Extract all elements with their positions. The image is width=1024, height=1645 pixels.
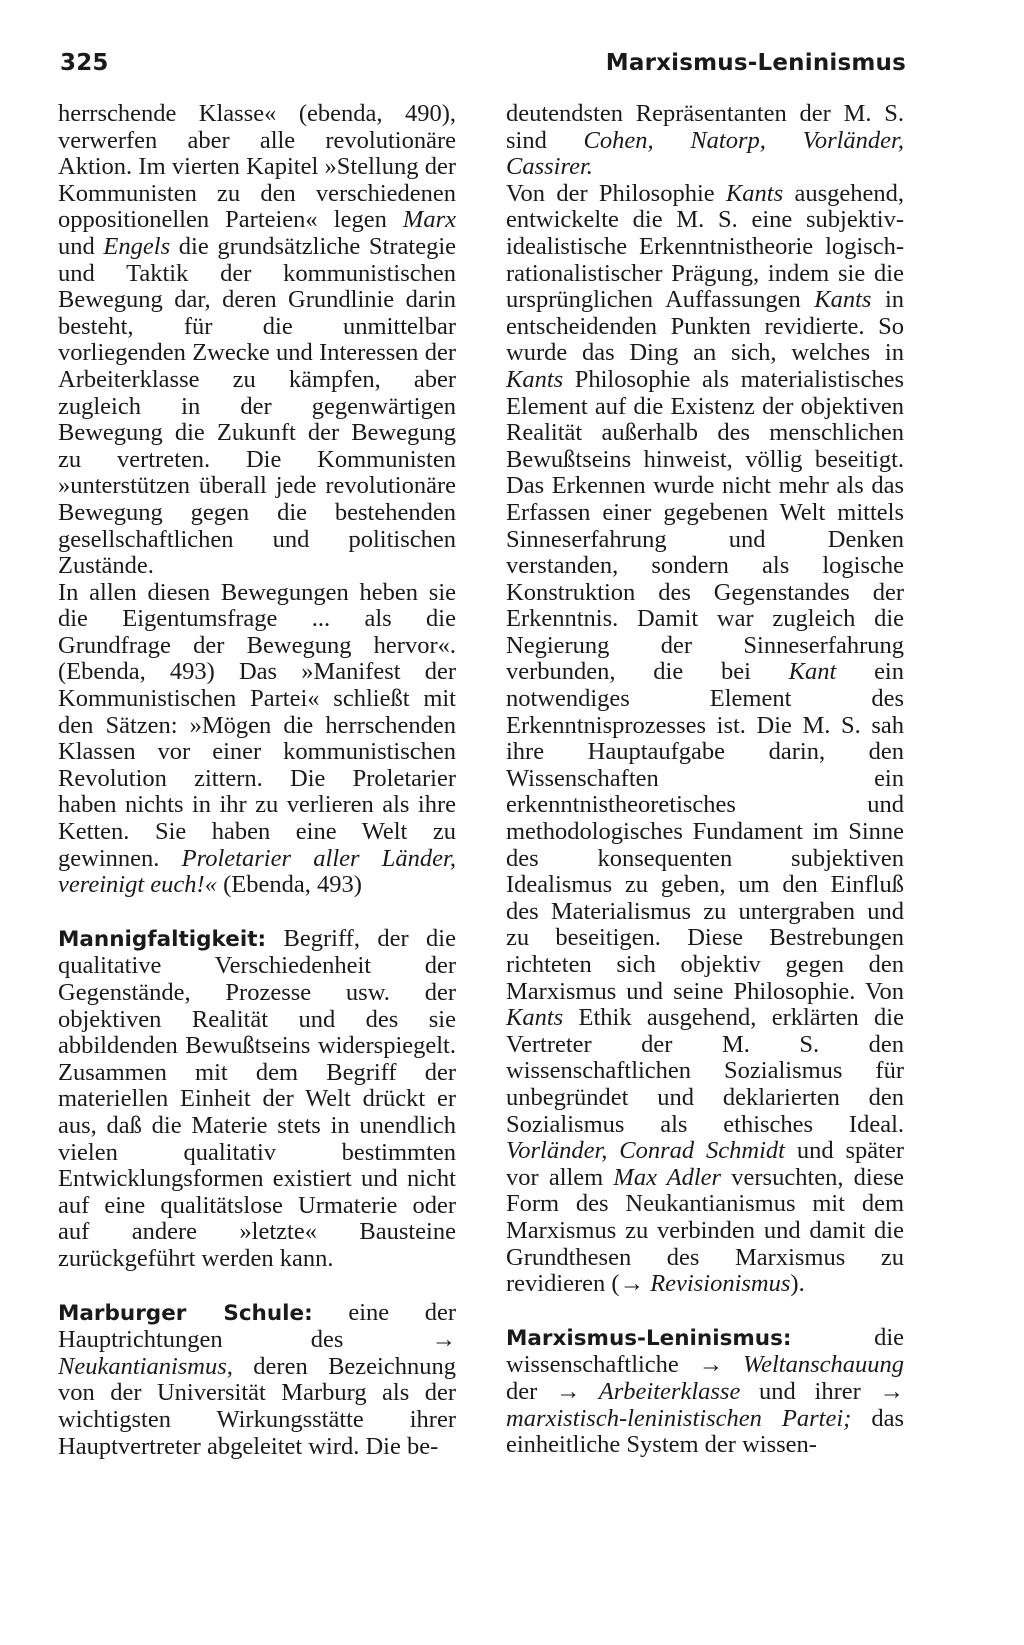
paragraph-manifest-continued: herrschende Klasse« (ebenda, 490), verwerfen aber alle revolutionäre Aktion. Im vierten Kapitel »Stellung der Kommunisten zu den verschiedenen oppositionellen Parteien« legen Marx und Engels die grundsätzliche Strategie und Taktik der kommunistischen Bewegung dar, deren Grundlinie darin besteht, für die unmittelbar vorliegenden Zwecke und Interessen der Arbeiterklasse zu kämpfen, aber zugleich in der gegenwärtigen Bewegung die Zukunft der Bewegung zu vertreten. Die Kommunisten »unterstützen überall jede revolutionäre Bewegung gegen die bestehenden gesellschaftlichen und politischen Zustände.	[58, 100, 456, 580]
running-head: Marxismus-Leninismus	[605, 50, 906, 76]
author-name: Kants	[506, 365, 564, 393]
cross-reference: Revisionismus	[644, 1270, 791, 1298]
paragraph-representatives: deutendsten Repräsentanten der M. S. sind Cohen, Natorp, Vorländer, Cassirer.	[506, 100, 905, 181]
author-names: Vorländer, Conrad Schmidt	[506, 1137, 785, 1165]
author-name: Kant	[788, 658, 837, 686]
author-name: Marx	[402, 206, 456, 234]
entry-mannigfaltigkeit: Mannigfaltigkeit: Begriff, der die qualitative Verschiedenheit der Gegenstände, Prozesse usw. der objektiven Realität und des sie abbildenden Bewußtseins widerspiegelt. Zusammen mit dem Begriff der materiellen Einheit der Welt drückt er aus, daß die Materie stets in unendlich vielen qualitativ bestimmten Entwicklungsformen existiert und nicht auf eine qualitätslose Urmaterie oder auf andere »letzte« Bausteine zurückgeführt werden kann.	[58, 924, 456, 1272]
cross-reference: Arbeiterklasse	[580, 1377, 741, 1405]
entry-headword: Mannigfaltigkeit:	[58, 926, 267, 952]
author-names: Cohen, Natorp, Vorländer, Cassirer.	[506, 126, 905, 181]
author-name: Engels	[103, 232, 171, 260]
author-name: Kants	[506, 1004, 564, 1032]
left-column	[58, 101, 456, 1460]
page-number: 325	[60, 50, 109, 76]
author-name: Kants	[725, 179, 784, 207]
author-name: Kants	[814, 286, 872, 314]
arrow-right-icon: →	[879, 1377, 904, 1405]
cross-reference: marxistisch-leninistischen Partei;	[506, 1404, 852, 1432]
arrow-right-icon: →	[556, 1377, 581, 1405]
cross-reference: Weltanschauung	[723, 1351, 904, 1379]
cross-reference: Neukantianismus,	[58, 1352, 233, 1380]
right-column	[506, 101, 904, 1459]
paragraph-manifest-quote: In allen diesen Bewegungen heben sie die Eigentumsfrage ... als die Grundfrage der Bewegung hervor«. (Ebenda, 493) Das »Manifest der Kommunistischen Partei« schließt mit den Sätzen: »Mögen die herrschenden Klassen vor einer kommunistischen Revolution zittern. Die Proletarier haben nichts in ihr zu verlieren als ihre Ketten. Sie haben eine Welt zu gewinnen. Proletarier aller Länder, vereinigt euch!« (Ebenda, 493)	[58, 578, 457, 899]
paragraph-kant: Von der Philosophie Kants ausgehend, entwickelte die M. S. eine subjektiv-idealistische Erkenntnistheorie logisch-rationalistischer Prägung, indem sie die ursprünglichen Auffassungen Kants in entscheidenden Punkten revidierte. So wurde das Ding an sich, welches in Kants Philosophie als materialistisches Element auf die Existenz der objektiven Realität außerhalb des menschlichen Bewußtseins hinweist, völlig beseitigt. Das Erkennen wurde nicht mehr als das Erfassen einer gegebenen Welt mittels Sinneserfahrung und Denken verstanden, sondern als logische Konstruktion des Gegenstandes der Erkenntnis. Damit war zugleich die Negierung der Sinneserfahrung verbunden, die bei Kant ein notwendiges Element des Erkenntnisprozesses ist. Die M. S. sah ihre Hauptaufgabe darin, den Wissenschaften ein erkenntnistheoretisches und methodologisches Fundament im Sinne des konsequenten subjektiven Idealismus zu geben, um den Einfluß des Materialismus zu untergraben und zu beseitigen. Diese Bestrebungen richteten sich objektiv gegen den Marxismus und seine Philosophie. Von Kants Ethik ausgehend, erklärten die Vertreter der M. S. den wissenschaftlichen Sozialismus für unbegründet und deklarierten den Sozialismus als ethisches Ideal. Vorländer, Conrad Schmidt und später vor allem Max Adler versuchten, diese Form des Neukantianismus mit dem Marxismus zu verbinden und damit die Grundthesen des Marxismus zu revidieren (→ Revisionismus).	[506, 179, 905, 1298]
arrow-right-icon: →	[431, 1326, 456, 1354]
arrow-right-icon: →	[619, 1270, 645, 1298]
entry-marburger-schule: Marburger Schule: eine der Hauptrichtungen des → Neukantianismus, deren Bezeichnung von der Universität Marburg als der wichtigsten Wirkungsstätte ihrer Hauptvertreter abgeleitet wird. Die be-	[58, 1298, 456, 1460]
slogan: Proletarier aller Länder, vereinigt euch!«	[58, 844, 457, 899]
entry-headword: Marburger Schule:	[58, 1300, 313, 1326]
entry-marxismus-leninismus: Marxismus-Leninismus: die wissenschaftliche → Weltanschauung der → Arbeiterklasse und ihrer → marxistisch-leninistischen Partei; das einheitliche System der wissen-	[506, 1323, 904, 1459]
author-name: Max Adler	[613, 1163, 722, 1191]
entry-headword: Marxismus-Leninismus:	[506, 1325, 792, 1351]
arrow-right-icon: →	[698, 1351, 724, 1379]
